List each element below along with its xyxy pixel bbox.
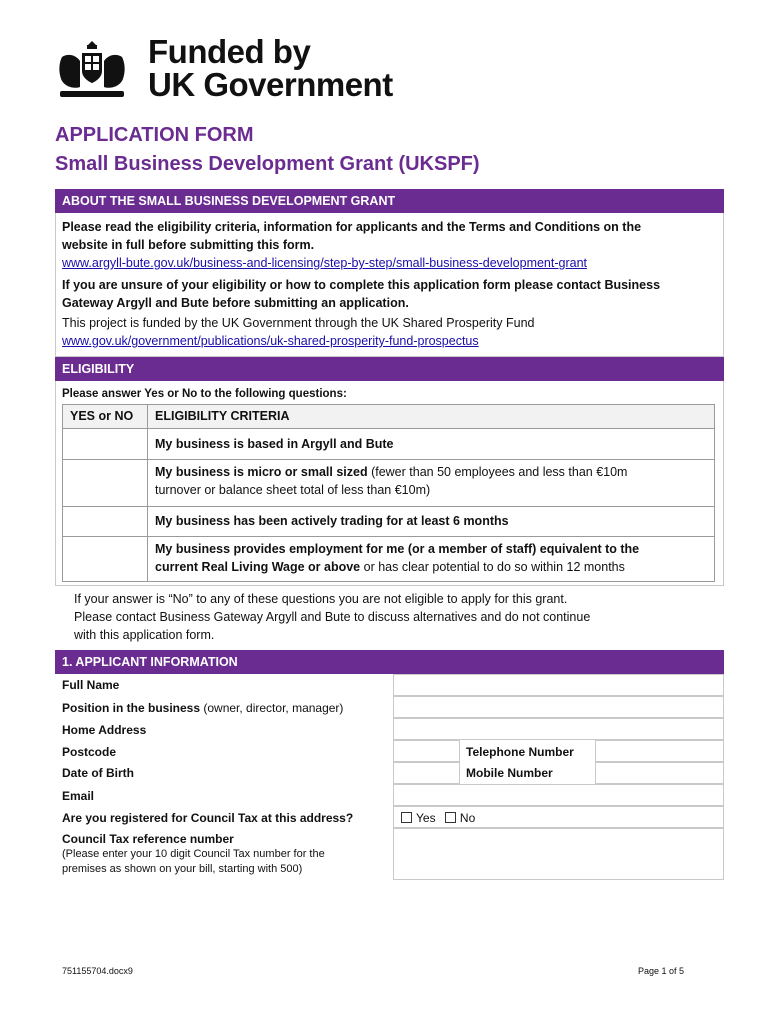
yes-no-input-4[interactable] [63, 537, 148, 582]
criteria-1: My business is based in Argyll and Bute [155, 437, 394, 451]
criteria-2-bold: My business is micro or small sized [155, 465, 368, 479]
criteria-3: My business has been actively trading for at least 6 months [155, 514, 509, 528]
email-label: Email [62, 789, 95, 803]
dob-label: Date of Birth [62, 766, 134, 780]
mobile-label: Mobile Number [466, 766, 553, 780]
royal-coat-of-arms-icon [54, 39, 130, 101]
page-number: Page 1 of 5 [638, 966, 685, 976]
about-section-heading: ABOUT THE SMALL BUSINESS DEVELOPMENT GRANT [55, 189, 724, 213]
criteria-2-line2: turnover or balance sheet total of less than €10m) [155, 483, 431, 497]
yes-no-input-3[interactable] [63, 507, 148, 537]
logo-wordmark [148, 35, 393, 101]
eligibility-section-heading: ELIGIBILITY [55, 357, 724, 381]
dob-field[interactable] [393, 762, 460, 784]
about-para3: This project is funded by the UK Government through the UK Shared Prosperity Fund [62, 316, 535, 330]
home-address-field[interactable] [393, 718, 724, 740]
email-field[interactable] [393, 784, 724, 806]
applicant-form [55, 674, 724, 880]
table-row [63, 429, 715, 460]
full-name-label: Full Name [62, 678, 120, 692]
postcode-field[interactable] [393, 740, 460, 762]
note-line-1: If your answer is “No” to any of these questions you are not eligible to apply for this grant. [74, 592, 568, 606]
ukspf-prospectus-link[interactable]: www.gov.uk/government/publications/uk-shared-prosperity-fund-prospectus [62, 334, 479, 348]
checkbox-no[interactable] [445, 812, 456, 823]
note-line-2: Please contact Business Gateway Argyll and Bute to discuss alternatives and do not continue [74, 610, 591, 624]
eligibility-table-header [63, 405, 715, 429]
council-ref-label: Council Tax reference number [62, 832, 234, 846]
council-tax-answer [393, 806, 724, 828]
position-label [62, 701, 343, 715]
applicant-section-heading: 1. APPLICANT INFORMATION [55, 650, 724, 674]
grant-info-link[interactable]: www.argyll-bute.gov.uk/business-and-licensing/step-by-step/small-business-development-grant [62, 256, 588, 270]
col-criteria-header: ELIGIBILITY CRITERIA [148, 405, 715, 429]
form-subtitle: Small Business Development Grant (UKSPF) [55, 153, 480, 175]
about-para2-line2: Gateway Argyll and Bute before submitting an application. [62, 296, 409, 310]
telephone-field[interactable] [595, 740, 724, 762]
mobile-field[interactable] [595, 762, 724, 784]
note-line-3: with this application form. [74, 628, 215, 642]
funded-by-uk-government-logo [54, 33, 414, 103]
about-para1-line2: website in full before submitting this form. [62, 238, 315, 252]
criteria-4-line2: or has clear potential to do so within 12 months [360, 560, 625, 574]
logo-line-1: Funded by [148, 33, 311, 70]
position-label-bold: Position in the business [62, 701, 201, 715]
council-ref-note-1: (Please enter your 10 digit Council Tax number for the [62, 848, 325, 860]
full-name-field[interactable] [393, 674, 724, 696]
checkbox-yes-label: Yes [416, 811, 436, 825]
table-row [63, 460, 715, 507]
eligibility-intro: Please answer Yes or No to the following questions: [62, 388, 347, 400]
criteria-4-line2-bold: current Real Living Wage or above [155, 560, 361, 574]
eligibility-note [74, 590, 590, 644]
form-title: APPLICATION FORM [55, 124, 254, 146]
council-ref-note-2: premises as shown on your bill, starting with 500) [62, 863, 303, 875]
about-para1-line1: Please read the eligibility criteria, information for applicants and the Terms and Conditions on the [62, 220, 642, 234]
council-tax-options [401, 811, 475, 825]
postcode-label: Postcode [62, 745, 117, 759]
eligibility-table [62, 404, 715, 582]
council-tax-question: Are you registered for Council Tax at this address? [62, 811, 354, 825]
logo-line-2: UK Government [148, 66, 393, 103]
yes-no-input-1[interactable] [63, 429, 148, 460]
home-address-label: Home Address [62, 723, 147, 737]
document-id: 751155704.docx9 [62, 966, 133, 976]
yes-no-input-2[interactable] [63, 460, 148, 507]
position-label-note: (owner, director, manager) [200, 701, 344, 715]
criteria-4-bold: My business provides employment for me (or a member of staff) equivalent to the [155, 542, 640, 556]
table-row [63, 537, 715, 582]
about-para2-line1: If you are unsure of your eligibility or how to complete this application form please contact Business [62, 278, 661, 292]
position-field[interactable] [393, 696, 724, 718]
col-yes-no-header: YES or NO [63, 405, 148, 429]
checkbox-yes[interactable] [401, 812, 412, 823]
checkbox-no-label: No [459, 811, 476, 825]
telephone-label: Telephone Number [466, 745, 574, 759]
council-ref-field[interactable] [393, 828, 724, 880]
criteria-2-rest: (fewer than 50 employees and less than €10m [367, 465, 628, 479]
table-row [63, 507, 715, 537]
